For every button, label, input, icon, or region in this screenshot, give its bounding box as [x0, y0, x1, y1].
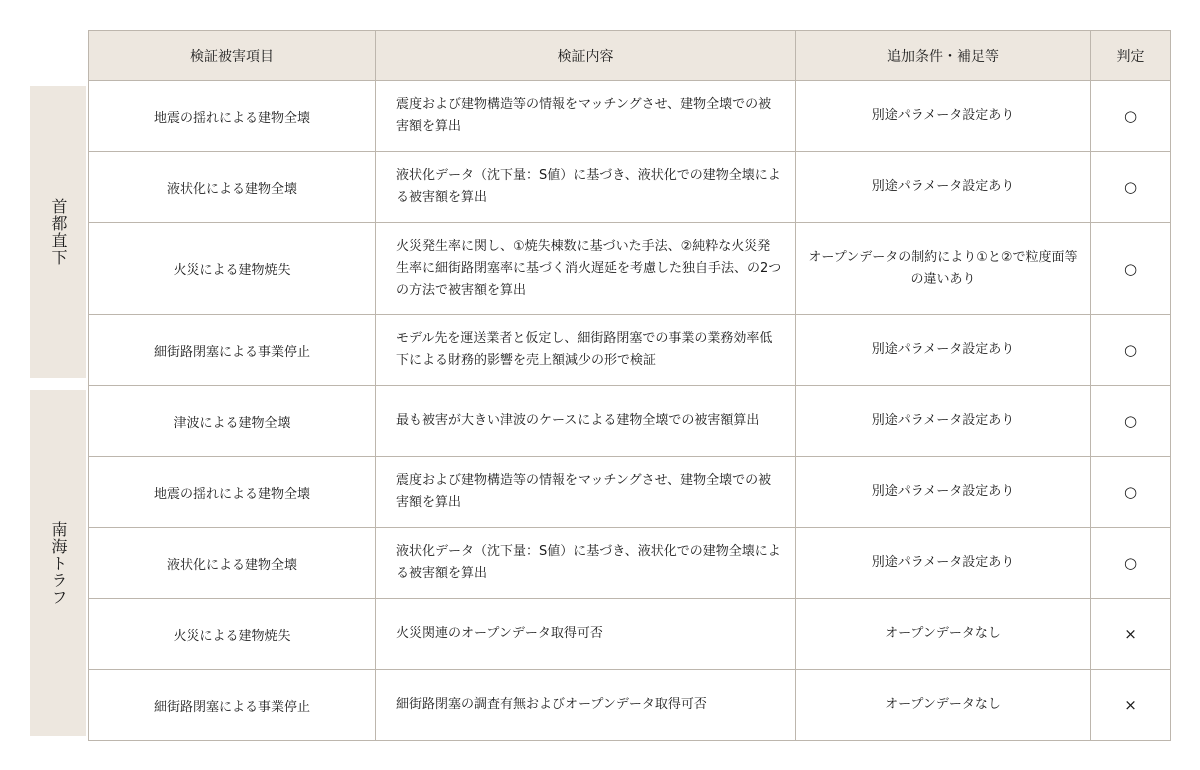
- additional-condition: 別途パラメータ設定あり: [796, 152, 1091, 223]
- damage-item: 液状化による建物全壊: [89, 152, 376, 223]
- judgement: ○: [1091, 223, 1171, 315]
- additional-condition: 別途パラメータ設定あり: [796, 386, 1091, 457]
- table-row: [89, 386, 1171, 457]
- damage-item: 細街路閉塞による事業停止: [89, 670, 376, 741]
- table-row: [89, 528, 1171, 599]
- judgement: ○: [1091, 386, 1171, 457]
- group-label-text: 南海トラフ: [49, 520, 68, 606]
- table-row: [89, 152, 1171, 223]
- group-label-shuto-chokka: [30, 86, 86, 378]
- additional-condition: 別途パラメータ設定あり: [796, 457, 1091, 528]
- damage-item: 地震の揺れによる建物全壊: [89, 81, 376, 152]
- judgement: ○: [1091, 315, 1171, 386]
- judgement: ○: [1091, 528, 1171, 599]
- table-row: [89, 315, 1171, 386]
- table-row: [89, 81, 1171, 152]
- verification-content: 液状化データ（沈下量：S値）に基づき、液状化での建物全壊による被害額を算出: [376, 152, 796, 223]
- verification-content: モデル先を運送業者と仮定し、細街路閉塞での事業の業務効率低下による財務的影響を売上額減少の形で検証: [376, 315, 796, 386]
- additional-condition: 別途パラメータ設定あり: [796, 315, 1091, 386]
- header-judgement: 判定: [1091, 31, 1171, 81]
- header-item: 検証被害項目: [89, 31, 376, 81]
- header-condition: 追加条件・補足等: [796, 31, 1091, 81]
- additional-condition: オープンデータなし: [796, 599, 1091, 670]
- verification-content: 液状化データ（沈下量：S値）に基づき、液状化での建物全壊による被害額を算出: [376, 528, 796, 599]
- group-label-nankai-trough: [30, 390, 86, 736]
- additional-condition: オープンデータなし: [796, 670, 1091, 741]
- verification-table: [88, 30, 1171, 741]
- verification-content: 細街路閉塞の調査有無およびオープンデータ取得可否: [376, 670, 796, 741]
- additional-condition: オープンデータの制約により①と②で粒度面等の違いあり: [796, 223, 1091, 315]
- damage-item: 液状化による建物全壊: [89, 528, 376, 599]
- table-row: [89, 599, 1171, 670]
- damage-item: 細街路閉塞による事業停止: [89, 315, 376, 386]
- damage-item: 地震の揺れによる建物全壊: [89, 457, 376, 528]
- table-header-row: [89, 31, 1171, 81]
- verification-content: 震度および建物構造等の情報をマッチングさせ、建物全壊での被害額を算出: [376, 457, 796, 528]
- judgement: ×: [1091, 670, 1171, 741]
- table-row: [89, 223, 1171, 315]
- verification-content: 最も被害が大きい津波のケースによる建物全壊での被害額算出: [376, 386, 796, 457]
- verification-content: 火災関連のオープンデータ取得可否: [376, 599, 796, 670]
- judgement: ×: [1091, 599, 1171, 670]
- damage-item: 火災による建物焼失: [89, 223, 376, 315]
- verification-content: 震度および建物構造等の情報をマッチングさせ、建物全壊での被害額を算出: [376, 81, 796, 152]
- additional-condition: 別途パラメータ設定あり: [796, 81, 1091, 152]
- group-label-text: 首都直下: [49, 198, 68, 266]
- damage-item: 火災による建物焼失: [89, 599, 376, 670]
- verification-content: 火災発生率に関し、①焼失棟数に基づいた手法、②純粋な火災発生率に細街路閉塞率に基づく消火遅延を考慮した独自手法、の2つの方法で被害額を算出: [376, 223, 796, 315]
- additional-condition: 別途パラメータ設定あり: [796, 528, 1091, 599]
- damage-item: 津波による建物全壊: [89, 386, 376, 457]
- table-row: [89, 670, 1171, 741]
- judgement: ○: [1091, 457, 1171, 528]
- table-row: [89, 457, 1171, 528]
- header-content: 検証内容: [376, 31, 796, 81]
- judgement: ○: [1091, 81, 1171, 152]
- judgement: ○: [1091, 152, 1171, 223]
